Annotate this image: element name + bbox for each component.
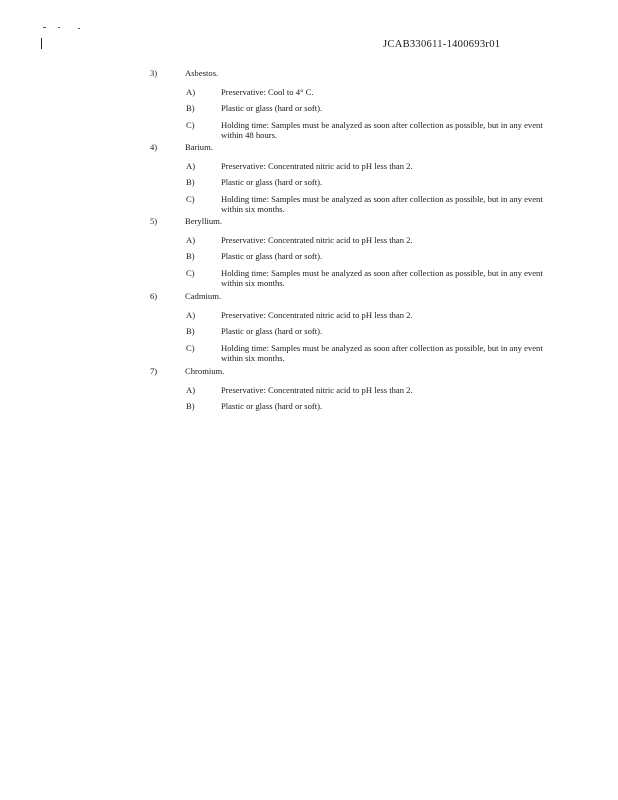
item-letter: B) [186,103,195,113]
item-letter: C) [186,120,195,130]
scan-speck [78,28,80,29]
section-number: 5) [150,216,158,226]
item-text: Plastic or glass (hard or soft). [221,401,323,411]
item-text: Holding time: Samples must be analyzed as soon after collection as possible, but in any event within 48 hours. [221,120,543,140]
section-title: Barium. [185,142,213,152]
section-title: Cadmium. [185,291,222,301]
section-number: 7) [150,366,158,376]
item-letter: A) [186,87,196,97]
item-text: Preservative: Cool to 4° C. [221,87,314,97]
section-number: 4) [150,142,158,152]
item-letter: B) [186,177,195,187]
section-title: Beryllium. [185,216,222,226]
scan-speck [58,27,60,28]
document-id: JCAB330611-1400693r01 [383,39,501,50]
scan-speck [43,27,46,28]
section-number: 6) [150,291,158,301]
item-text: Holding time: Samples must be analyzed as soon after collection as possible, but in any event within six months. [221,343,543,363]
section-title: Asbestos. [185,68,219,78]
item-text: Holding time: Samples must be analyzed as soon after collection as possible, but in any event within six months. [221,268,543,288]
item-letter: B) [186,326,195,336]
item-text: Preservative: Concentrated nitric acid to pH less than 2. [221,310,413,320]
item-letter: B) [186,401,195,411]
item-text: Plastic or glass (hard or soft). [221,251,323,261]
section-number: 3) [150,68,158,78]
item-letter: A) [186,161,196,171]
item-text: Plastic or glass (hard or soft). [221,326,323,336]
item-letter: C) [186,343,195,353]
item-text: Preservative: Concentrated nitric acid to pH less than 2. [221,385,413,395]
item-text: Preservative: Concentrated nitric acid to pH less than 2. [221,161,413,171]
item-text: Plastic or glass (hard or soft). [221,103,323,113]
item-letter: A) [186,310,196,320]
item-letter: A) [186,385,196,395]
item-text: Plastic or glass (hard or soft). [221,177,323,187]
item-letter: A) [186,235,196,245]
revision-margin-bar [41,38,42,49]
item-letter: C) [186,194,195,204]
item-text: Preservative: Concentrated nitric acid to pH less than 2. [221,235,413,245]
item-letter: B) [186,251,195,261]
item-text: Holding time: Samples must be analyzed as soon after collection as possible, but in any event within six months. [221,194,543,214]
item-letter: C) [186,268,195,278]
section-title: Chromium. [185,366,225,376]
